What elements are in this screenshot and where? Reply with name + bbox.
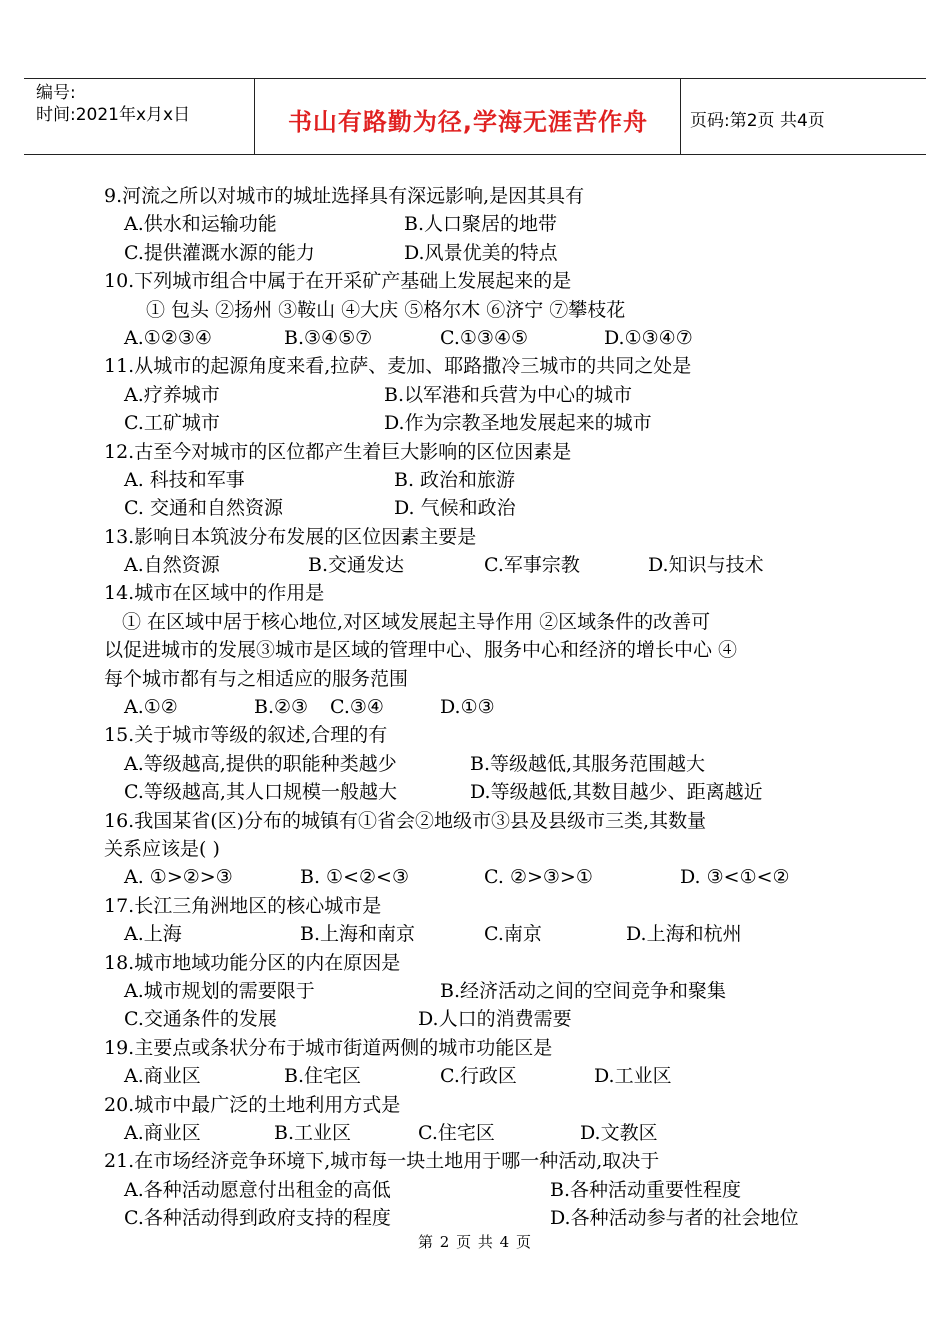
question-paragraph-line: 每个城市都有与之相适应的服务范围 xyxy=(104,667,409,690)
header-meta xyxy=(36,82,190,126)
option-row xyxy=(104,1062,864,1090)
option-row xyxy=(104,693,864,721)
answer-option: B.②③ xyxy=(254,696,309,719)
answer-option: D. ③<①<② xyxy=(680,866,790,889)
answer-option: A.各种活动愿意付出租金的高低 xyxy=(124,1178,391,1201)
question-stem: 13.影响日本筑波分布发展的区位因素主要是 xyxy=(104,525,477,548)
answer-option: C.行政区 xyxy=(440,1065,517,1088)
answer-option: B.经济活动之间的空间竞争和聚集 xyxy=(440,979,727,1002)
question-stem: 10.下列城市组合中属于在开采矿产基础上发展起来的是 xyxy=(104,270,572,293)
option-row xyxy=(104,1176,864,1204)
question-paragraph-line: 关系应该是( ) xyxy=(104,837,220,860)
question-paragraph-line: 以促进城市的发展③城市是区域的管理中心、服务中心和经济的增长中心 ④ xyxy=(104,639,738,662)
answer-option: B.以军港和兵营为中心的城市 xyxy=(384,383,633,406)
answer-option: C.③④ xyxy=(330,696,384,719)
document-header xyxy=(24,78,926,156)
question-stem: 18.城市地域功能分区的内在原因是 xyxy=(104,951,401,974)
option-row xyxy=(104,466,864,494)
answer-option: C.工矿城市 xyxy=(124,412,220,435)
answer-option: D.工业区 xyxy=(594,1065,672,1088)
answer-option: B.③④⑤⑦ xyxy=(284,326,373,349)
answer-option: C.交通条件的发展 xyxy=(124,1008,277,1031)
header-page-info: 页码:第2页 共4页 xyxy=(690,111,825,131)
answer-option: A.商业区 xyxy=(124,1121,201,1144)
answer-option: A.疗养城市 xyxy=(124,383,220,406)
option-row xyxy=(104,778,864,806)
serial-label: 编号: xyxy=(36,83,76,103)
answer-option: C.南京 xyxy=(484,923,542,946)
option-row xyxy=(104,750,864,778)
answer-option: A.供水和运输功能 xyxy=(124,213,277,236)
answer-option: D.①③ xyxy=(440,696,495,719)
answer-option: C.提供灌溉水源的能力 xyxy=(124,241,315,264)
answer-option: A. 科技和军事 xyxy=(124,468,245,491)
time-label: 时间:2021年x月x日 xyxy=(36,105,191,125)
answer-option: D.各种活动参与者的社会地位 xyxy=(550,1207,799,1230)
answer-option: C.军事宗教 xyxy=(484,554,580,577)
answer-option: A.①② xyxy=(124,696,178,719)
question-stem: 14.城市在区域中的作用是 xyxy=(104,582,325,605)
answer-option: D.知识与技术 xyxy=(648,554,764,577)
answer-option: B.人口聚居的地带 xyxy=(404,213,558,236)
answer-option: C. 交通和自然资源 xyxy=(124,497,283,520)
question-stem: 11.从城市的起源角度来看,拉萨、麦加、耶路撒冷三城市的共同之处是 xyxy=(104,355,692,378)
answer-option: A.商业区 xyxy=(124,1065,201,1088)
option-row xyxy=(104,920,864,948)
question-list xyxy=(104,182,864,1232)
answer-option: B.工业区 xyxy=(274,1121,352,1144)
answer-option: C.①③④⑤ xyxy=(440,326,529,349)
answer-option: D.等级越低,其数目越少、距离越近 xyxy=(470,781,763,804)
answer-option: C.住宅区 xyxy=(418,1121,495,1144)
header-top-rule xyxy=(24,78,926,79)
answer-option: B.住宅区 xyxy=(284,1065,362,1088)
answer-option: B.各种活动重要性程度 xyxy=(550,1178,742,1201)
question-sub-items: ① 包头 ②扬州 ③鞍山 ④大庆 ⑤格尔木 ⑥济宁 ⑦攀枝花 xyxy=(146,298,626,321)
option-row xyxy=(104,977,864,1005)
answer-option: D.①③④⑦ xyxy=(604,326,693,349)
answer-option: C.等级越高,其人口规模一般越大 xyxy=(124,781,397,804)
answer-option: D.人口的消费需要 xyxy=(418,1008,572,1031)
header-divider xyxy=(680,78,681,155)
question-stem: 17.长江三角洲地区的核心城市是 xyxy=(104,894,382,917)
option-row xyxy=(104,1119,864,1147)
option-row xyxy=(104,381,864,409)
header-motto: 书山有路勤为径,学海无涯苦作舟 xyxy=(287,108,649,136)
header-divider xyxy=(254,78,255,155)
answer-option: B. ①<②<③ xyxy=(300,866,409,889)
answer-option: A. ①>②>③ xyxy=(124,866,233,889)
option-row xyxy=(104,494,864,522)
answer-option: D.风景优美的特点 xyxy=(404,241,558,264)
option-row xyxy=(104,863,864,891)
answer-option: B.等级越低,其服务范围越大 xyxy=(470,752,706,775)
header-bottom-rule xyxy=(24,154,926,155)
question-stem: 9.河流之所以对城市的城址选择具有深远影响,是因其具有 xyxy=(104,185,585,207)
option-row xyxy=(104,409,864,437)
option-row xyxy=(104,239,864,267)
answer-option: A.自然资源 xyxy=(124,554,220,577)
answer-option: C.各种活动得到政府支持的程度 xyxy=(124,1207,391,1230)
option-row xyxy=(104,1005,864,1033)
question-stem: 15.关于城市等级的叙述,合理的有 xyxy=(104,724,388,747)
answer-option: B.上海和南京 xyxy=(300,923,416,946)
answer-option: A.城市规划的需要限于 xyxy=(124,979,315,1002)
question-stem: 21.在市场经济竞争环境下,城市每一块土地用于哪一种活动,取决于 xyxy=(104,1150,660,1173)
question-stem: 16.我国某省(区)分布的城镇有①省会②地级市③县及县级市三类,其数量 xyxy=(104,809,707,832)
question-stem: 20.城市中最广泛的土地利用方式是 xyxy=(104,1093,401,1116)
page-footer: 第 2 页 共 4 页 xyxy=(418,1233,532,1251)
option-row xyxy=(104,551,864,579)
option-row xyxy=(104,1204,864,1232)
question-stem: 19.主要点或条状分布于城市街道两侧的城市功能区是 xyxy=(104,1036,553,1059)
question-paragraph-line: ① 在区域中居于核心地位,对区域发展起主导作用 ②区域条件的改善可 xyxy=(122,610,711,633)
answer-option: D. 气候和政治 xyxy=(394,497,516,520)
answer-option: A.等级越高,提供的职能种类越少 xyxy=(124,752,397,775)
answer-option: C. ②>③>① xyxy=(484,866,593,889)
answer-option: A.①②③④ xyxy=(124,326,212,349)
answer-option: D.文教区 xyxy=(580,1121,658,1144)
question-stem: 12.古至今对城市的区位都产生着巨大影响的区位因素是 xyxy=(104,440,572,463)
option-row xyxy=(104,210,864,238)
answer-option: D.上海和杭州 xyxy=(626,923,742,946)
answer-option: A.上海 xyxy=(124,923,182,946)
answer-option: D.作为宗教圣地发展起来的城市 xyxy=(384,412,652,435)
answer-option: B.交通发达 xyxy=(308,554,405,577)
answer-option: B. 政治和旅游 xyxy=(394,468,516,491)
option-row xyxy=(104,324,864,352)
